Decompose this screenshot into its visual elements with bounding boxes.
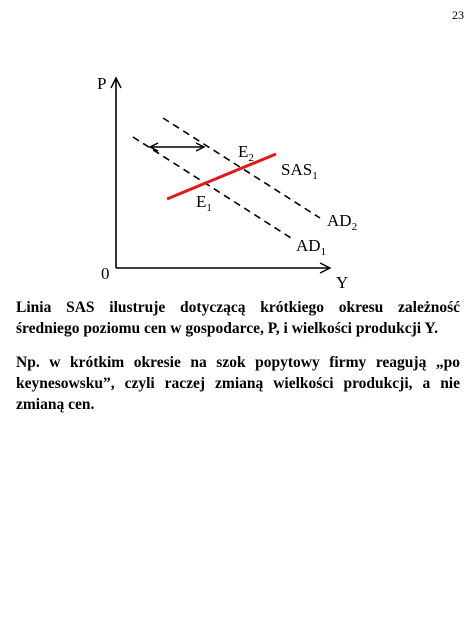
ad1-curve-label: $AD_1$ [296,236,327,258]
sas-curve [167,154,276,199]
ad1-curve [133,137,291,238]
page-number: 23 [452,8,464,22]
origin-label: 0 [101,264,110,283]
point-e2-label: $E_2$ [238,142,254,164]
paragraph-demand-shock: Np. w krótkim okresie na szok popytowy firmy reagują „po keynesowsku”, czyli raczej zmianą wielkości produkcji, a nie zmianą cen. [16,354,460,413]
point-e1-label: $E_1$ [196,192,212,214]
ad-sas-diagram [0,0,474,290]
paragraph-sas-definition: Linia SAS ilustruje dotyczącą krótkiego okresu zależność średniego poziomu cen w gospodarce, P, i wielkości produkcji Y. [16,299,460,337]
x-axis-label: Y [336,273,349,290]
y-axis-label: P [97,74,107,93]
sas-curve-label: $SAS_1$ [281,160,318,182]
ad2-curve-label: $AD_2$ [327,211,358,233]
